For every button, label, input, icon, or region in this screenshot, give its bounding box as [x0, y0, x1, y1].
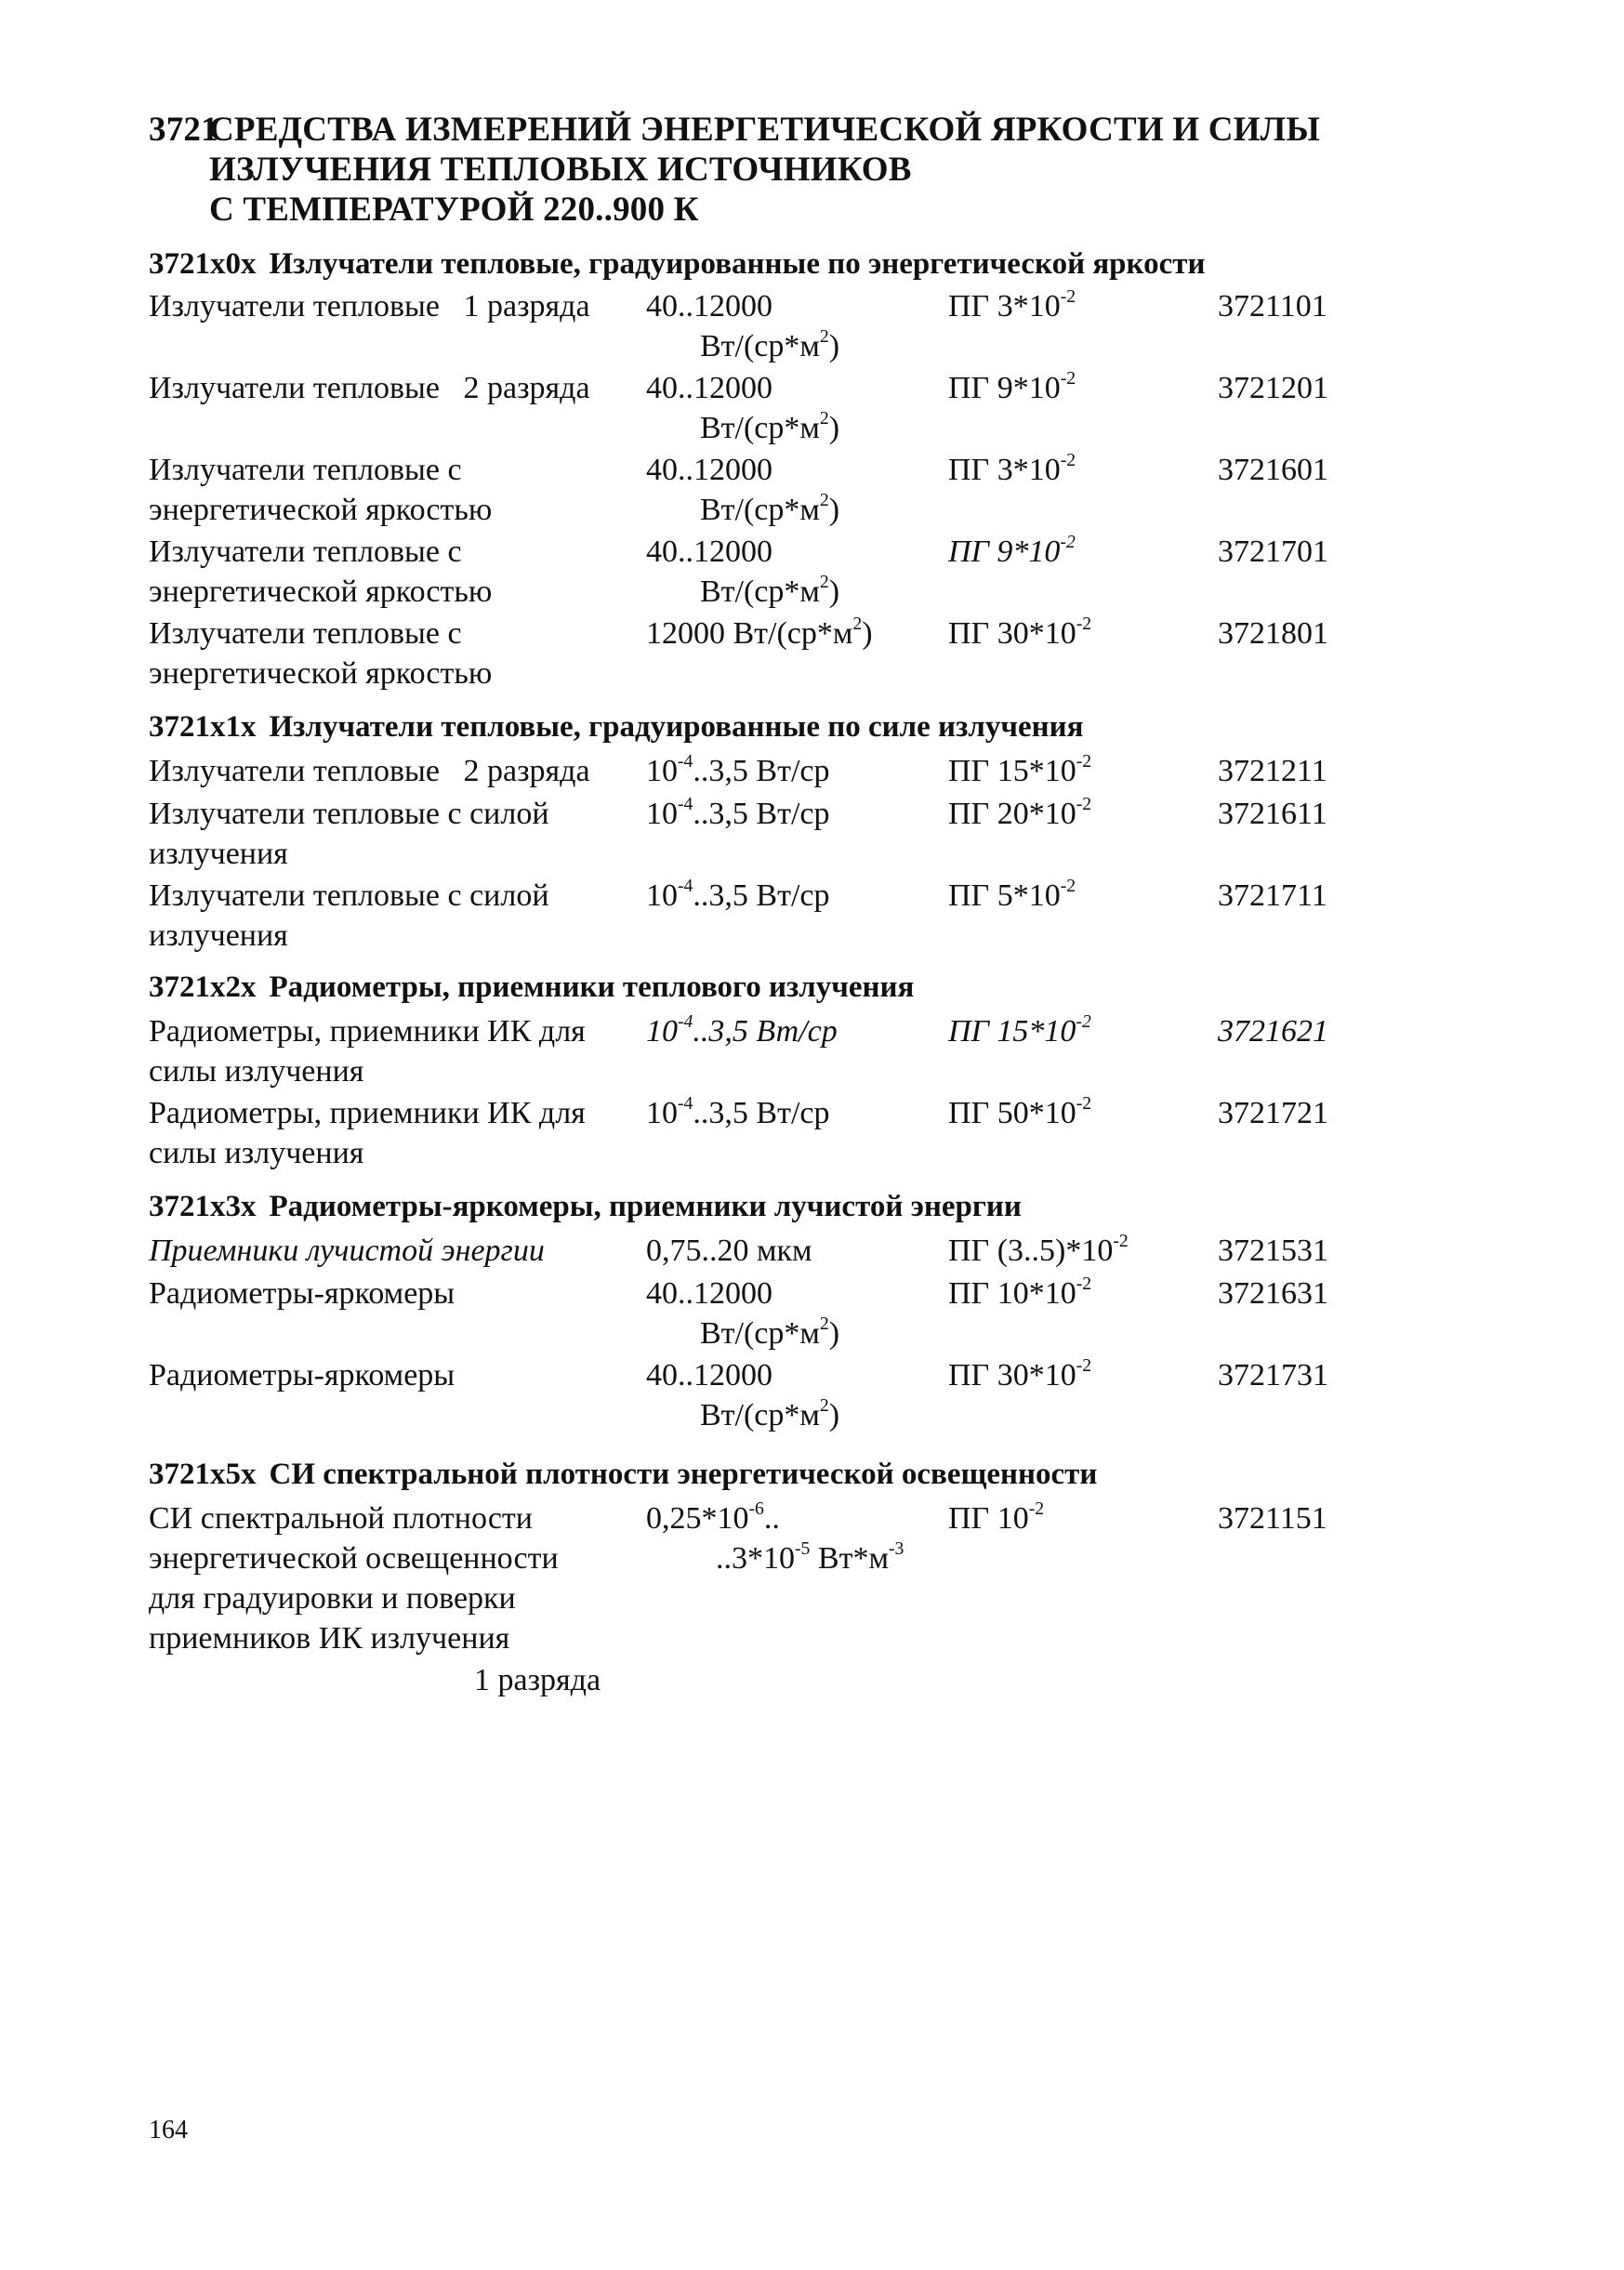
item-name: Приемники лучистой энергии — [149, 1234, 545, 1268]
item-error: ПГ $3*10^{-2}$ — [948, 449, 1076, 487]
section-code: 3721x0x — [149, 247, 257, 281]
item-code: 3721621 — [1218, 1014, 1328, 1049]
item-name: Излучатели тепловые с энергетической яркостью — [149, 535, 493, 609]
title-line-2: ИЗЛУЧЕНИЯ ТЕПЛОВЫХ ИСТОЧНИКОВ — [209, 151, 912, 189]
table-row — [149, 613, 1357, 691]
item-error: ПГ $10*10^{-2}$ — [948, 1273, 1092, 1311]
item-error: ПГ $5*10^{-2}$ — [948, 875, 1076, 913]
table-row — [149, 367, 1357, 445]
table-row — [149, 1010, 1357, 1089]
item-grade: 2 разряда — [463, 754, 590, 788]
item-code: 3721211 — [1218, 754, 1327, 788]
item-error: ПГ $30*10^{-2}$ — [948, 1354, 1092, 1392]
item-range: 40..12000 $Вт/(ср*м^2)$ — [646, 1358, 840, 1432]
section-code: 3721x5x — [149, 1458, 257, 1491]
section-code: 3721x3x — [149, 1190, 257, 1223]
item-grade: 2 разряда — [463, 371, 590, 405]
item-range: 40..12000 $Вт/(ср*м^2)$ — [646, 1276, 840, 1351]
item-range: 40..12000 $Вт/(ср*м^2)$ — [646, 535, 840, 609]
item-code: 3721721 — [1218, 1096, 1328, 1130]
section-title: Излучатели тепловые, градуированные по энергетической яркости — [269, 247, 1206, 281]
item-range: 0,75..20 мкм — [646, 1234, 812, 1268]
table-row — [149, 1273, 1357, 1351]
item-code: 3721611 — [1218, 797, 1327, 831]
item-error: ПГ $15*10^{-2}$ — [948, 1010, 1091, 1049]
item-name: Излучатели тепловые с силой излучения — [149, 878, 549, 953]
section-code: 3721x1x — [149, 710, 257, 744]
item-name: Излучатели тепловые 2 разряда — [149, 754, 590, 788]
item-name: Радиометры-яркомеры — [149, 1276, 456, 1311]
item-range: 40..12000 $Вт/(ср*м^2)$ — [646, 453, 840, 527]
table-row — [149, 1498, 1357, 1712]
item-code: 3721201 — [1218, 371, 1328, 405]
item-error: ПГ $10^{-2}$ — [948, 1498, 1045, 1536]
item-code: 3721151 — [1218, 1501, 1327, 1536]
item-error: ПГ $20*10^{-2}$ — [948, 793, 1092, 831]
table-row — [149, 449, 1357, 527]
item-name: Излучатели тепловые с силой излучения — [149, 797, 549, 871]
title-line-3: С ТЕМПЕРАТУРОЙ 220..900 К — [209, 191, 699, 229]
item-code: 3721711 — [1218, 878, 1327, 913]
item-code: 3721801 — [1218, 616, 1328, 651]
item-name: Радиометры, приемники ИК для силы излучения — [149, 1096, 586, 1170]
table-row — [149, 286, 1357, 361]
item-name: Радиометры-яркомеры — [149, 1358, 456, 1392]
item-code: 3721531 — [1218, 1234, 1328, 1268]
table-row — [149, 1355, 1357, 1430]
section-title: СИ спектральной плотности энергетической освещенности — [269, 1458, 1098, 1491]
item-error: ПГ $15*10^{-2}$ — [948, 750, 1092, 788]
item-name: СИ спектральной плотности энергетической освещенности для градуировки и поверки приемников ИК излучения 1 разряда — [149, 1498, 632, 1700]
item-range: 12000 $Вт/(ср*м^2)$ — [646, 613, 873, 651]
item-error: ПГ $9*10^{-2}$ — [948, 531, 1076, 569]
item-code: 3721631 — [1218, 1276, 1328, 1311]
item-error: ПГ $30*10^{-2}$ — [948, 613, 1092, 651]
page-number: 164 — [149, 2116, 188, 2145]
section-heading — [149, 969, 914, 1006]
section-heading — [149, 708, 1083, 746]
table-row — [149, 875, 1357, 953]
item-range: $0,25*10^{-6}$.. $..3*10^{-5}$ $Вт*м^{-3}$ — [646, 1498, 904, 1576]
section-title: Радиометры, приемники теплового излучения — [269, 970, 915, 1004]
table-row — [149, 793, 1357, 871]
item-name: Излучатели тепловые с энергетической яркостью — [149, 616, 493, 691]
page-title — [149, 110, 1320, 230]
item-range: $10^{-4}..3,5$ Вт/ср — [646, 875, 830, 913]
item-code: 3721731 — [1218, 1358, 1328, 1392]
item-grade: 1 разряда — [463, 289, 590, 323]
section-title: Радиометры-яркомеры, приемники лучистой энергии — [269, 1190, 1022, 1223]
section-heading — [149, 1456, 1097, 1493]
item-range: $10^{-4}..3,5$ Вт/ср — [646, 750, 830, 788]
item-name: Излучатели тепловые с энергетической яркостью — [149, 453, 493, 527]
item-error: ПГ $3*10^{-2}$ — [948, 285, 1076, 323]
item-name: Радиометры, приемники ИК для силы излучения — [149, 1014, 586, 1089]
item-code: 3721701 — [1218, 535, 1328, 569]
section-heading — [149, 1188, 1022, 1225]
title-code: 3721 — [149, 111, 218, 149]
title-line-1: 3721СРЕДСТВА ИЗМЕРЕНИЙ ЭНЕРГЕТИЧЕСКОЙ ЯРКОСТИ И СИЛЫ — [149, 111, 1320, 149]
item-code: 3721601 — [1218, 453, 1328, 487]
item-range: $10^{-4}..3,5$ Вт/ср — [646, 793, 830, 831]
item-error: ПГ $9*10^{-2}$ — [948, 367, 1076, 405]
item-range: 40..12000 $Вт/(ср*м^2)$ — [646, 371, 840, 445]
item-range: $10^{-4}..3,5$ Вт/ср — [646, 1092, 830, 1130]
section-title: Излучатели тепловые, градуированные по силе излучения — [269, 710, 1084, 744]
item-name: Излучатели тепловые 1 разряда — [149, 289, 590, 323]
item-name: Излучатели тепловые 2 разряда — [149, 371, 590, 405]
item-range: 40..12000 $Вт/(ср*м^2)$ — [646, 289, 840, 363]
item-code: 3721101 — [1218, 289, 1327, 323]
item-grade: 1 разряда — [474, 1663, 601, 1697]
item-error: ПГ $(3..5)*10^{-2}$ — [948, 1230, 1129, 1268]
table-row — [149, 531, 1357, 609]
section-heading — [149, 245, 1205, 283]
item-range: $10^{-4}..3,5$ Вт/ср — [646, 1010, 838, 1049]
section-code: 3721x2x — [149, 970, 257, 1004]
item-error: ПГ $50*10^{-2}$ — [948, 1092, 1092, 1130]
table-row — [149, 1093, 1357, 1168]
